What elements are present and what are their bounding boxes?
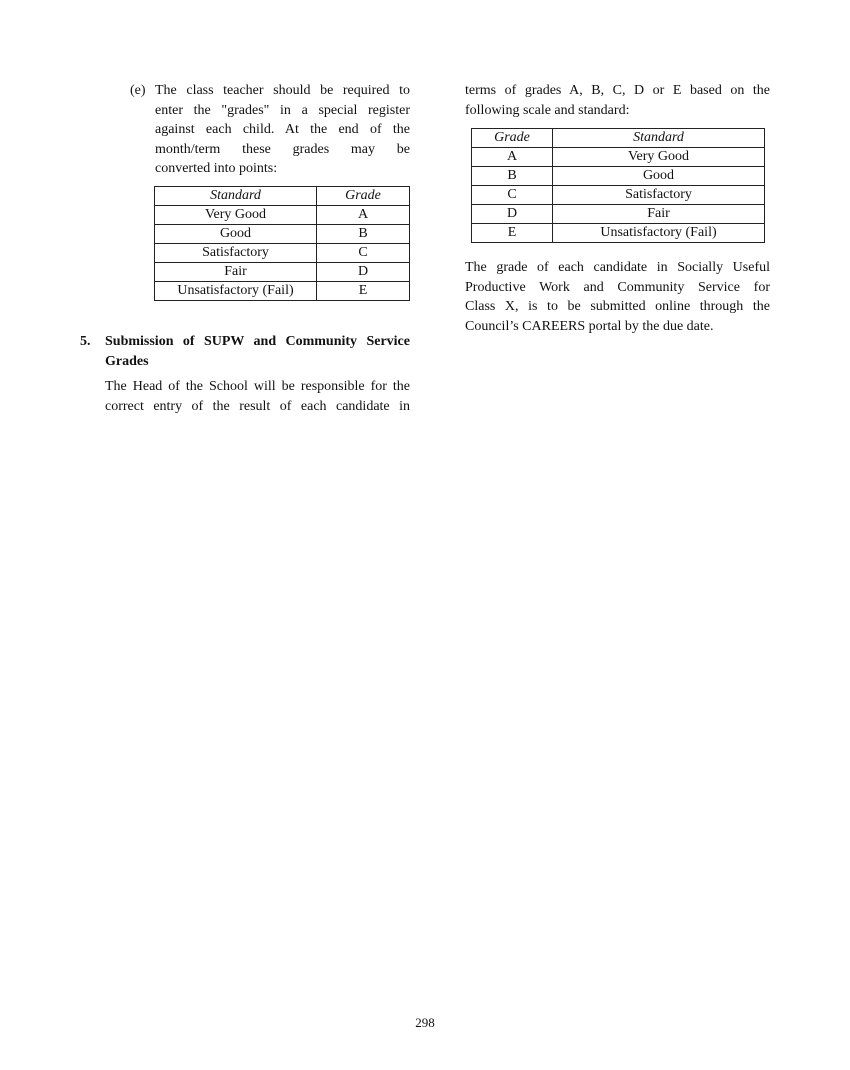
- cell: Good: [155, 225, 317, 244]
- table-row: [155, 244, 410, 263]
- heading-line: Submission of SUPW and Community Service: [105, 334, 410, 349]
- item-e-label: (e): [130, 83, 146, 98]
- header-standard: Standard: [155, 187, 317, 206]
- cell: C: [317, 244, 410, 263]
- table-row: [472, 148, 765, 167]
- table-row: [472, 167, 765, 186]
- text-line: following scale and standard:: [465, 102, 630, 118]
- cell: Unsatisfactory (Fail): [155, 282, 317, 301]
- text-line: The class teacher should be required to: [155, 83, 410, 98]
- cell: A: [317, 206, 410, 225]
- cell: Satisfactory: [553, 186, 765, 205]
- cell: B: [472, 167, 553, 186]
- text-line: correct entry of the result of each candidate in: [105, 398, 410, 414]
- header-grade: Grade: [472, 129, 553, 148]
- table-row: [155, 263, 410, 282]
- table-header-row: [155, 187, 410, 206]
- cell: C: [472, 186, 553, 205]
- cell: B: [317, 225, 410, 244]
- cell: Fair: [155, 263, 317, 282]
- table-row: [472, 186, 765, 205]
- table-row: [155, 225, 410, 244]
- cell: D: [317, 263, 410, 282]
- text-line: Council’s CAREERS portal by the due date.: [465, 318, 714, 334]
- table-row: [472, 205, 765, 224]
- header-standard: Standard: [553, 129, 765, 148]
- cell: Fair: [553, 205, 765, 224]
- table-row: [155, 206, 410, 225]
- text-line: month/term these grades may be: [155, 141, 410, 157]
- cell: Very Good: [155, 206, 317, 225]
- right-paragraph: [465, 258, 770, 336]
- grade-standard-table: [471, 128, 765, 243]
- cell: Good: [553, 167, 765, 186]
- cell: Satisfactory: [155, 244, 317, 263]
- table-header-row: [472, 129, 765, 148]
- cell: Very Good: [553, 148, 765, 167]
- text-line: The grade of each candidate in Socially Useful: [465, 260, 770, 275]
- cell: E: [472, 224, 553, 243]
- section-number: 5.: [80, 334, 91, 349]
- heading-line: Grades: [105, 353, 149, 369]
- text-line: Class X, is to be submitted online through the: [465, 299, 770, 315]
- header-grade: Grade: [317, 187, 410, 206]
- text-line: Productive Work and Community Service for: [465, 279, 770, 295]
- text-line: against each child. At the end of the: [155, 122, 410, 138]
- cell: D: [472, 205, 553, 224]
- section-heading: [105, 332, 410, 371]
- table-row: [155, 282, 410, 301]
- right-intro: [465, 81, 770, 120]
- standard-grade-table: [154, 186, 410, 301]
- text-line: enter the "grades" in a special register: [155, 102, 410, 118]
- section-paragraph: [105, 377, 410, 416]
- cell: E: [317, 282, 410, 301]
- cell: Unsatisfactory (Fail): [553, 224, 765, 243]
- page-number: 298: [415, 1015, 435, 1030]
- table-row: [472, 224, 765, 243]
- text-line: converted into points:: [155, 161, 278, 177]
- text-line: terms of grades A, B, C, D or E based on the: [465, 83, 770, 98]
- cell: A: [472, 148, 553, 167]
- text-line: The Head of the School will be responsible for the: [105, 379, 410, 394]
- item-e-text: [155, 81, 410, 179]
